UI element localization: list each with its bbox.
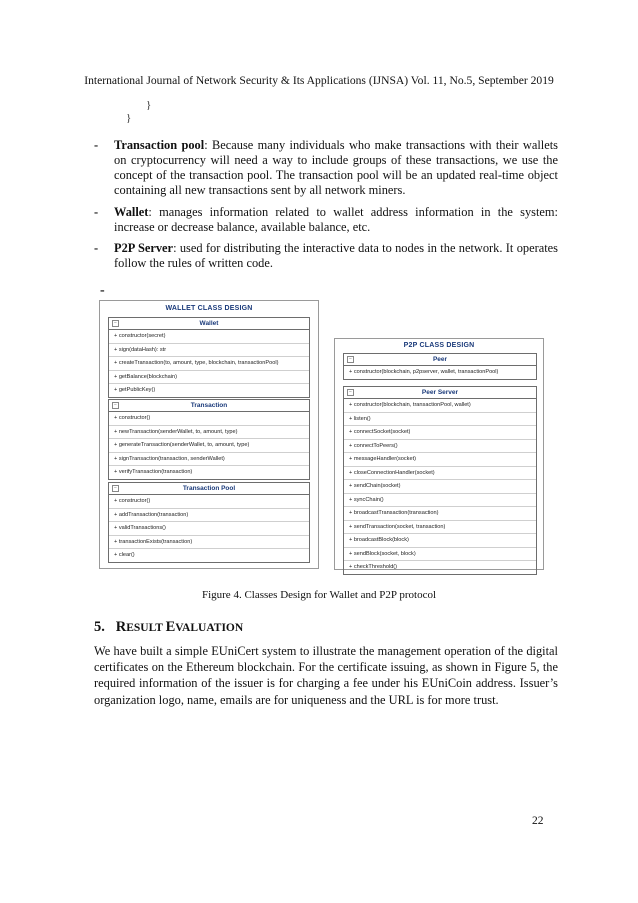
class-header: [109, 483, 309, 495]
code-brace-inner: }: [146, 99, 152, 111]
wallet-class-design-diagram: [99, 300, 319, 569]
collapse-icon: −: [112, 402, 119, 409]
method: + addTransaction(transaction): [109, 509, 309, 523]
collapse-icon: −: [347, 389, 354, 396]
method: + closeConnectionHandler(socket): [344, 467, 536, 481]
method: + checkThreshold(): [349, 564, 398, 570]
section-number: 5.: [94, 619, 105, 635]
method: + newTransaction(senderWallet, to, amount, type): [109, 426, 309, 440]
class-header: [344, 387, 536, 399]
bullet-transaction-pool: [94, 138, 558, 198]
method: + connectToPeers(): [344, 440, 536, 454]
bullet-text: : Because many individuals who make transactions with their wallets on cryptocurrency will need a way to include groups of these transactions, we use the concept of the transaction pool. The transaction pool will be an updated real-time object containing all new transactions sent by all network miners.: [114, 138, 558, 197]
class-name: Wallet: [199, 320, 219, 327]
bullet-p2p-server: [94, 241, 558, 271]
class-name: Peer Server: [421, 389, 459, 396]
section-heading: [94, 619, 243, 636]
bullet-text: : manages information related to wallet address information in the system: increase or decrease balance, available balance, etc.: [114, 205, 558, 234]
bullet-text: : used for distributing the interactive data to nodes in the network. It operates follow the rules of written code.: [114, 241, 558, 270]
class-name: Transaction Pool: [182, 485, 236, 492]
class-name: Transaction: [190, 402, 228, 409]
method: + listen(): [344, 413, 536, 427]
section-title-valuation: VALUATION: [175, 622, 244, 634]
method: + signTransaction(transaction, senderWallet): [109, 453, 309, 467]
method: + transactionExists(transaction): [109, 536, 309, 550]
body-paragraph: We have built a simple EUniCert system to illustrate the management operation of the digital certificates on the Ethereum blockchain. For the certificate issuing, as shown in Figure 5, the required information of the issuer is for charging a fee under his EUniCoin address. Issuer’s organization logo, name, emails are for uniqueness and the URL is for more trust.: [94, 644, 558, 707]
bullet-term: Transaction pool: [114, 138, 205, 152]
class-box-transaction-pool: [108, 482, 310, 563]
collapse-icon: −: [112, 485, 119, 492]
class-box-transaction: [108, 399, 310, 480]
method: + clear(): [114, 552, 135, 558]
collapse-icon: −: [347, 356, 354, 363]
method: + broadcastTransaction(transaction): [344, 507, 536, 521]
method: + generateTransaction(senderWallet, to, amount, type): [109, 439, 309, 453]
method: + sendChain(socket): [344, 480, 536, 494]
bullet-dash: -: [94, 241, 99, 255]
diagram-title: WALLET CLASS DESIGN: [165, 305, 253, 312]
method: + sign(dataHash): str: [109, 344, 309, 358]
class-header: [109, 400, 309, 412]
code-brace-outer: }: [126, 112, 132, 124]
running-head: International Journal of Network Security & Its Applications (IJNSA) Vol. 11, No.5, September 2019: [84, 74, 554, 87]
lone-dash: -: [100, 283, 105, 298]
diagram-title: P2P CLASS DESIGN: [403, 342, 475, 349]
method: + broadcastBlock(block): [344, 534, 536, 548]
class-box-peer: [343, 353, 537, 380]
collapse-icon: −: [112, 320, 119, 327]
section-title-esult: ESULT: [126, 622, 166, 634]
class-header: [344, 354, 536, 366]
figure-caption: Figure 4. Classes Design for Wallet and P2P protocol: [201, 589, 437, 601]
class-name: Peer: [432, 356, 448, 363]
class-box-peer-server: [343, 386, 537, 575]
method: + getPublicKey(): [114, 387, 156, 393]
class-header: [109, 318, 309, 330]
method: + constructor(): [109, 495, 309, 509]
bullet-wallet: [94, 205, 558, 235]
method: + sendTransaction(socket, transaction): [344, 521, 536, 535]
class-box-wallet: [108, 317, 310, 398]
method: + verifyTransaction(transaction): [114, 469, 193, 475]
method: + validTransactions(): [109, 522, 309, 536]
method: + createTransaction(to, amount, type, blockchain, transactionPool): [109, 357, 309, 371]
method: + messageHandler(socket): [344, 453, 536, 467]
method: + constructor(blockchain, transactionPool, wallet): [344, 399, 536, 413]
bullet-term: Wallet: [114, 205, 149, 219]
bullet-dash: -: [94, 138, 99, 152]
section-title-r: R: [115, 619, 127, 635]
method: + syncChain(): [344, 494, 536, 508]
method: + sendBlock(socket, block): [344, 548, 536, 562]
page-number: 22: [532, 815, 544, 827]
bullet-term: P2P Server: [114, 241, 174, 255]
method: + connectSocket(socket): [344, 426, 536, 440]
section-title-e: E: [165, 619, 176, 635]
bullet-dash: -: [94, 205, 99, 219]
method: + constructor(): [109, 412, 309, 426]
method: + constructor(blockchain, p2pserver, wallet, transactionPool): [349, 369, 499, 375]
method: + constructor(secret): [109, 330, 309, 344]
p2p-class-design-diagram: [334, 338, 544, 570]
method: + getBalance(blockchain): [109, 371, 309, 385]
